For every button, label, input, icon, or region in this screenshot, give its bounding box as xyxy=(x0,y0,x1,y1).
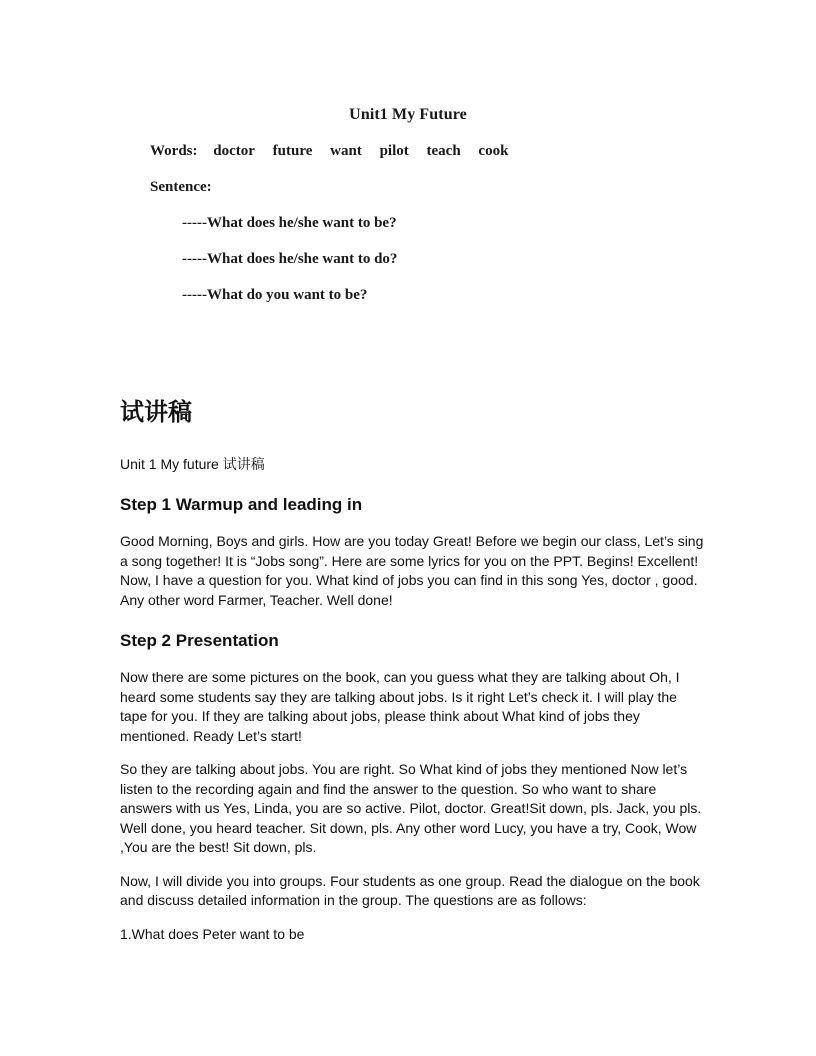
step2-paragraph-2: So they are talking about jobs. You are right. So What kind of jobs they mentioned Now let’s listen to the recording again and find the answer to the question. So who want to share answers with us Yes, Linda, you are so active. Pilot, doctor. Great!Sit down, pls. Jack, you pls. Well done, you heard teacher. Sit down, pls. Any other word Lucy, you have a try, Cook, Wow ,You are the best! Sit down, pls. xyxy=(120,761,702,855)
word-item: future xyxy=(272,143,313,159)
words-line xyxy=(150,143,522,160)
word-item: want xyxy=(330,143,362,159)
step2-paragraph-1: Now there are some pictures on the book, can you guess what they are talking about Oh, I heard some students say they are talking about jobs. Is it right Let’s check it. I will play the tape for you. If they are talking about jobs, please think about What kind of jobs they mentioned. Ready Let’s start! xyxy=(120,669,680,744)
document-body xyxy=(120,396,704,958)
sentence-item: -----What do you want to be? xyxy=(182,287,368,303)
document-subtitle: Unit 1 My future 试讲稿 xyxy=(120,456,265,472)
word-item: teach xyxy=(426,143,461,159)
word-item: cook xyxy=(478,143,509,159)
sentence-item: -----What does he/she want to do? xyxy=(182,251,398,267)
sentence-label: Sentence: xyxy=(150,179,212,195)
document-title: 试讲稿 xyxy=(120,399,192,426)
step1-paragraph: Good Morning, Boys and girls. How are you today Great! Before we begin our class, Let’s sing a song together! It is “Jobs song”. Here are some lyrics for you on the PPT. Begins! Excellent! Now, I have a question for you. What kind of jobs you can find in this song Yes, doctor , good. Any other word Farmer, Teacher. Well done! xyxy=(120,533,704,608)
word-item: pilot xyxy=(379,143,409,159)
word-item: doctor xyxy=(213,143,255,159)
header-image-block xyxy=(0,0,816,320)
step2-paragraph-4: 1.What does Peter want to be xyxy=(120,925,305,942)
step2-paragraph-3: Now, I will divide you into groups. Four students as one group. Read the dialogue on the book and discuss detailed information in the group. The questions are as follows: xyxy=(120,872,700,908)
unit-title: Unit1 My Future xyxy=(349,106,467,123)
step1-heading: Step 1 Warmup and leading in xyxy=(120,495,363,514)
words-label: Words: xyxy=(150,143,198,159)
sentence-item: -----What does he/she want to be? xyxy=(182,215,397,231)
step2-heading: Step 2 Presentation xyxy=(120,631,279,650)
